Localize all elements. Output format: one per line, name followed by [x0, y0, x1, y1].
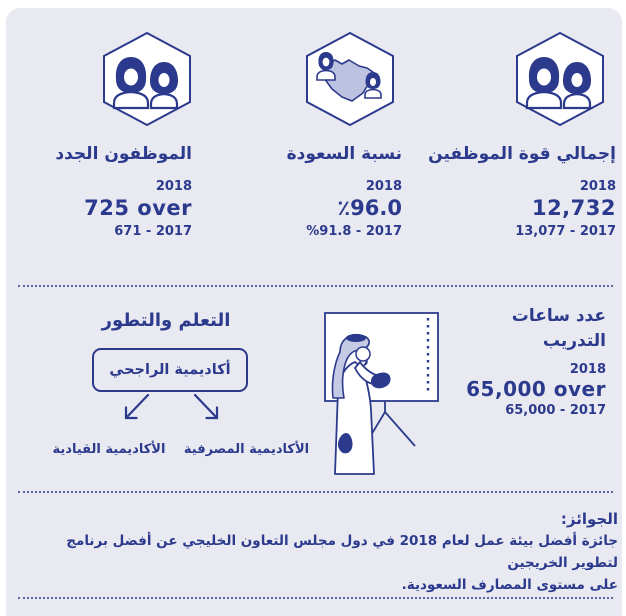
awards-text-line1: جائزة أفضل بيئة عمل لعام 2018 في دول مجلس التعاون الخليجي عن أفضل برنامج لتطوير الخريجين [66, 533, 618, 571]
training-hours-title-line1: عدد ساعات [511, 306, 606, 326]
training-year-current: 2018 [569, 362, 606, 377]
awards-section [20, 508, 618, 596]
stat-saudization [214, 142, 402, 239]
branch-arrows [115, 392, 225, 426]
saudi-map-people-icon [304, 31, 396, 127]
stat-prev-year-value: 13,077 - 2017 [515, 224, 616, 239]
awards-title: الجوائز: [560, 510, 618, 528]
training-value-current: 65,000 over [466, 377, 606, 401]
stat-year-current: 2018 [579, 179, 616, 194]
stat-value-current: ٪96.0 [337, 196, 402, 220]
stat-prev-year-value: 671 - 2017 [114, 224, 192, 239]
stat-title: إجمالي قوة الموظفين [428, 144, 616, 164]
divider-dotted [18, 491, 613, 493]
divider-dotted [18, 597, 613, 599]
learning-development-title: التعلم والتطور [101, 310, 231, 331]
divider-dotted [18, 285, 613, 287]
arrow-down-left-icon [126, 395, 148, 418]
stat-title: نسبة السعودة [286, 144, 402, 164]
banking-academy-label: الأكاديمية المصرفية [183, 442, 310, 457]
training-prev-year-value: 65,000 - 2017 [505, 403, 606, 418]
awards-text-line2: على مستوى المصارف السعودية. [401, 577, 618, 593]
man-woman-icon [514, 31, 606, 127]
stat-training-hours [420, 304, 606, 418]
training-hours-title-line2: التدريب [542, 331, 606, 351]
man-woman-icon [101, 31, 193, 127]
stat-value-current: 12,732 [531, 196, 616, 220]
stat-year-current: 2018 [365, 179, 402, 194]
stat-title: الموظفون الجدد [55, 144, 192, 164]
stat-year-current: 2018 [155, 179, 192, 194]
stat-new-employees [20, 142, 192, 239]
leadership-academy-label: الأكاديمية القيادية [52, 442, 166, 457]
rajhi-academy-box [92, 348, 248, 392]
rajhi-academy-label: أكاديمية الراجحي [109, 362, 231, 378]
stat-total-workforce [408, 142, 616, 239]
stat-value-current: 725 over [84, 196, 192, 220]
stat-prev-year-value: %91.8 - 2017 [306, 224, 402, 239]
arrow-down-right-icon [195, 395, 217, 418]
